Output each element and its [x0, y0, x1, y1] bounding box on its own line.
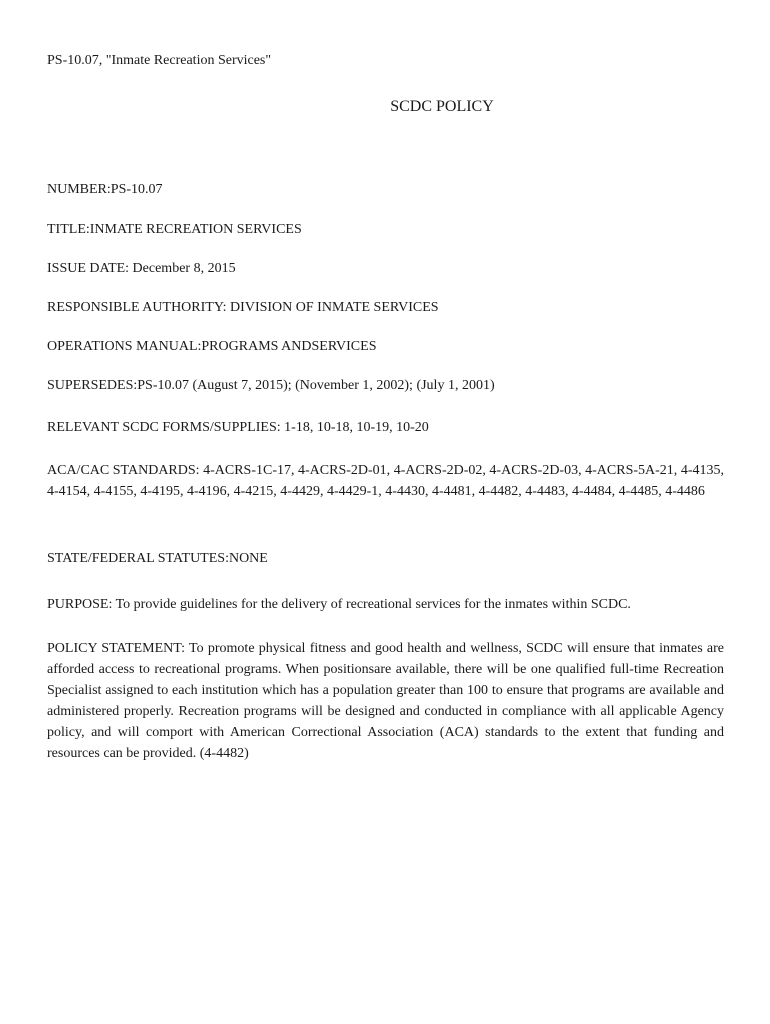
document-header: PS-10.07, "Inmate Recreation Services"	[47, 53, 272, 68]
operations-manual: OPERATIONS MANUAL:PROGRAMS ANDSERVICES	[47, 339, 377, 354]
document-title: SCDC POLICY	[390, 98, 494, 115]
purpose: PURPOSE: To provide guidelines for the delivery of recreational services for the inmates within SCDC.	[47, 597, 631, 612]
issue-date: ISSUE DATE: December 8, 2015	[47, 261, 236, 276]
policy-title-field: TITLE:INMATE RECREATION SERVICES	[47, 222, 302, 237]
responsible-authority: RESPONSIBLE AUTHORITY: DIVISION OF INMATE SERVICES	[47, 300, 439, 315]
policy-statement: POLICY STATEMENT: To promote physical fitness and good health and wellness, SCDC will ensure that inmates are afforded access to recreational programs. When positionsare available, there will be one qualified full-time Recreation Specialist assigned to each institution which has a population greater than 100 to ensure that programs are available and administered properly. Recreation programs will be designed and conducted in compliance with all applicable Agency policy, and will comport with American Correctional Association (ACA) standards to the extent that funding and resources can be provided. (4-4482)	[47, 641, 724, 761]
aca-cac-standards: ACA/CAC STANDARDS: 4-ACRS-1C-17, 4-ACRS-2D-01, 4-ACRS-2D-02, 4-ACRS-2D-03, 4-ACRS-5A-21, 4-4135, 4-4154, 4-4155, 4-4195, 4-4196, 4-4215, 4-4429, 4-4429-1, 4-4430, 4-4481, 4-4482, 4-4483, 4-4484, 4-4485, 4-4486	[47, 463, 724, 499]
state-federal-statutes: STATE/FEDERAL STATUTES:NONE	[47, 551, 268, 566]
relevant-forms: RELEVANT SCDC FORMS/SUPPLIES: 1-18, 10-18, 10-19, 10-20	[47, 420, 429, 435]
policy-number: NUMBER:PS-10.07	[47, 182, 163, 197]
supersedes: SUPERSEDES:PS-10.07 (August 7, 2015); (November 1, 2002); (July 1, 2001)	[47, 378, 495, 393]
